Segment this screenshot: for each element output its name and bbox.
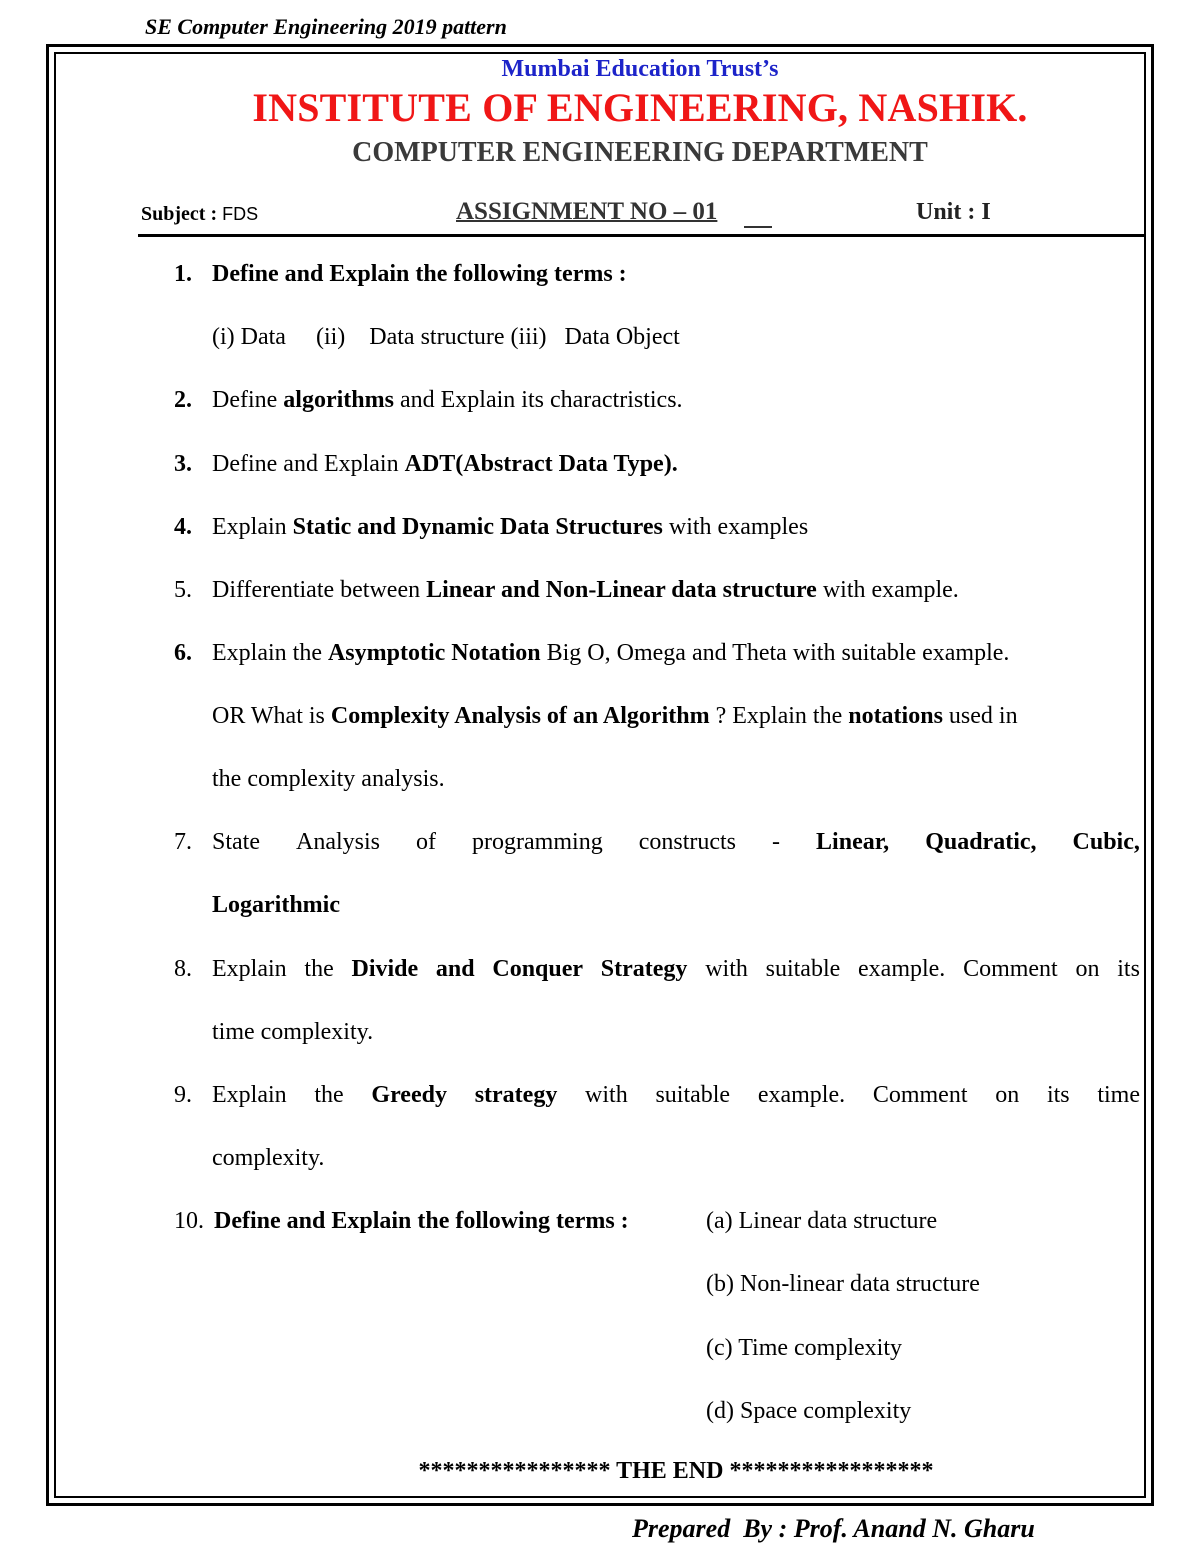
question-number: 3.: [174, 451, 192, 477]
subject-value: FDS: [222, 204, 259, 224]
question-text: Define algorithms and Explain its charactristics.: [212, 387, 683, 413]
question-number: 5.: [174, 577, 192, 603]
subject-line: [141, 203, 258, 226]
subject-label: Subject :: [141, 203, 218, 225]
question-8-line-2: time complexity.: [212, 1019, 374, 1045]
assignment-title: ASSIGNMENT NO – 01: [456, 198, 718, 225]
assignment-underline: [744, 226, 772, 228]
term-item-a: (a) Linear data structure: [706, 1208, 938, 1234]
department-name: COMPUTER ENGINEERING DEPARTMENT: [352, 137, 928, 168]
question-text: Explain the Asymptotic Notation Big O, Omega and Theta with suitable example.: [212, 640, 1010, 666]
term-item-d: (d) Space complexity: [706, 1398, 912, 1424]
trust-name: Mumbai Education Trust’s: [501, 56, 779, 82]
question-number: 4.: [174, 514, 192, 540]
question-number: 8.: [174, 956, 192, 982]
question-number: 10.: [174, 1208, 204, 1234]
question-9: Explain the Greedy strategy with suitable example. Comment on its time: [212, 1082, 1140, 1108]
prepared-by: Prepared By : Prof. Anand N. Gharu: [632, 1514, 1035, 1543]
question-number: 7.: [174, 829, 192, 855]
question-number: 6.: [174, 640, 192, 666]
term-item-b: (b) Non-linear data structure: [706, 1271, 980, 1297]
question-9-line-2: complexity.: [212, 1145, 325, 1171]
the-end-text: THE END: [616, 1458, 724, 1484]
question-text: Differentiate between Linear and Non-Linear data structure with example.: [212, 577, 959, 603]
question-7-line-2: Logarithmic: [212, 892, 340, 918]
term-item-c: (c) Time complexity: [706, 1335, 902, 1361]
stars-right: *****************: [729, 1458, 934, 1484]
question-8: Explain the Divide and Conquer Strategy with suitable example. Comment on its: [212, 956, 1140, 982]
question-1-subitems: (i) Data (ii) Data structure (iii) Data Object: [212, 324, 680, 350]
question-text: Explain Static and Dynamic Data Structures with examples: [212, 514, 809, 540]
question-number: 2.: [174, 387, 192, 413]
question-text: Define and Explain the following terms :: [214, 1208, 629, 1234]
question-6-line-3: the complexity analysis.: [212, 766, 445, 792]
stars-left: ****************: [418, 1458, 611, 1484]
pattern-label: SE Computer Engineering 2019 pattern: [145, 14, 507, 39]
the-end-line: [0, 1458, 1200, 1485]
header-rule: [138, 234, 1146, 237]
unit-label: Unit : I: [916, 199, 991, 225]
question-number: 1.: [174, 261, 192, 287]
question-number: 9.: [174, 1082, 192, 1108]
question-text: Define and Explain ADT(Abstract Data Type).: [212, 451, 678, 477]
question-text: Define and Explain the following terms :: [212, 261, 627, 287]
question-7: State Analysis of programming constructs - Linear, Quadratic, Cubic,: [212, 829, 1140, 855]
institute-name: INSTITUTE OF ENGINEERING, NASHIK.: [252, 85, 1028, 130]
question-6-line-2: OR What is Complexity Analysis of an Algorithm ? Explain the notations used in: [212, 703, 1018, 729]
